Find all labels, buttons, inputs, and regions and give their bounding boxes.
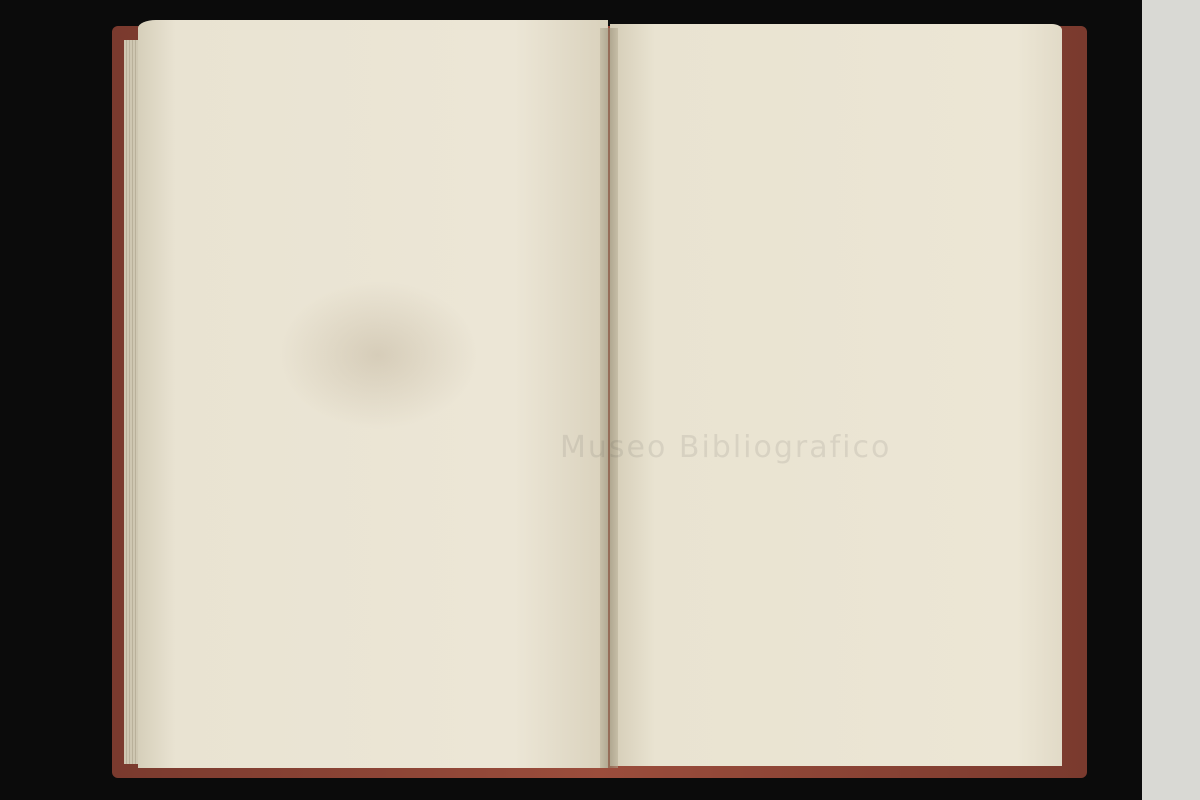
watermark: Museo Bibliografico [560, 430, 892, 465]
measurement-ruler [1142, 0, 1200, 800]
book-gutter [600, 28, 618, 768]
page-edges [124, 40, 138, 764]
left-page [138, 20, 608, 768]
right-page [610, 24, 1062, 766]
paper-stain [278, 280, 478, 430]
